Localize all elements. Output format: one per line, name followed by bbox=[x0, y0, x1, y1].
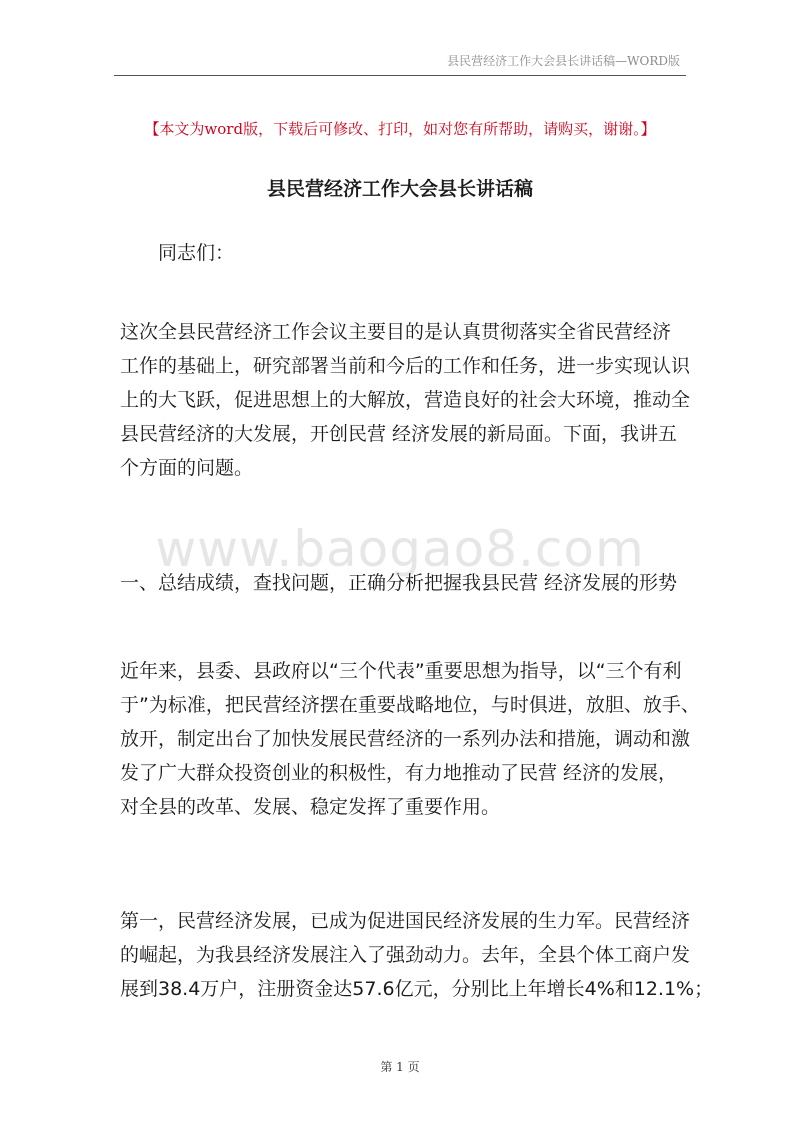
paragraph-achievements bbox=[120, 654, 700, 824]
section-heading bbox=[120, 566, 688, 600]
paragraph-line: 个方面的问题。 bbox=[120, 457, 254, 479]
paragraph-line: 上的大飞跃，促进思想上的大解放，营造良好的社会大环境，推动全 bbox=[120, 389, 691, 411]
salutation-text: 同志们： bbox=[158, 242, 235, 264]
paragraph-first-point bbox=[120, 904, 714, 1006]
paragraph-line: 这次全县民营经济工作会议主要目的是认真贯彻落实全省民营经济 bbox=[120, 321, 672, 343]
document-title: 县民营经济工作大会县长讲话稿 bbox=[266, 178, 533, 200]
paragraph-line: 展到38.4万户，注册资金达57.6亿元，分别比上年增长4%和12.1%； bbox=[120, 978, 714, 1000]
paragraph-line: 对全县的改革、发展、稳定发挥了重要作用。 bbox=[120, 796, 501, 818]
salutation bbox=[158, 236, 726, 270]
header-divider bbox=[114, 75, 686, 76]
paragraph-line: 的崛起，为我县经济发展注入了强劲动力。去年，全县个体工商户发 bbox=[120, 944, 691, 966]
watermark: www.baogao8.com bbox=[155, 520, 645, 578]
paragraph-line: 于”为标准，把民营经济摆在重要战略地位，与时俱进，放胆、放手、 bbox=[120, 694, 700, 716]
paragraph-line: 第一，民营经济发展，已成为促进国民经济发展的生力军。民营经济 bbox=[120, 910, 691, 932]
paragraph-line: 发了广大群众投资创业的积极性，有力地推动了民营 经济的发展， bbox=[120, 762, 678, 784]
section-heading-text: 一、总结成绩，查找问题，正确分析把握我县民营 经济发展的形势 bbox=[120, 572, 678, 594]
page-number: 第 1 页 bbox=[380, 1060, 420, 1074]
paragraph-line: 县民营经济的大发展，开创民营 经济发展的新局面。下面，我讲五 bbox=[120, 423, 678, 445]
header-title: 县民营经济工作大会县长讲话稿—WORD版 bbox=[447, 54, 680, 68]
paragraph-line: 近年来，县委、县政府以“三个代表”重要思想为指导，以“三个有利 bbox=[120, 660, 682, 682]
paragraph-line: 放开，制定出台了加快发展民营经济的一系列办法和措施，调动和激 bbox=[120, 728, 691, 750]
paragraph-line: 工作的基础上，研究部署当前和今后的工作和任务，进一步实现认识 bbox=[120, 355, 691, 377]
paragraph-intro bbox=[120, 315, 691, 485]
purchase-notice: 【本文为word版，下载后可修改、打印，如对您有所帮助，请购买，谢谢。】 bbox=[144, 120, 656, 138]
